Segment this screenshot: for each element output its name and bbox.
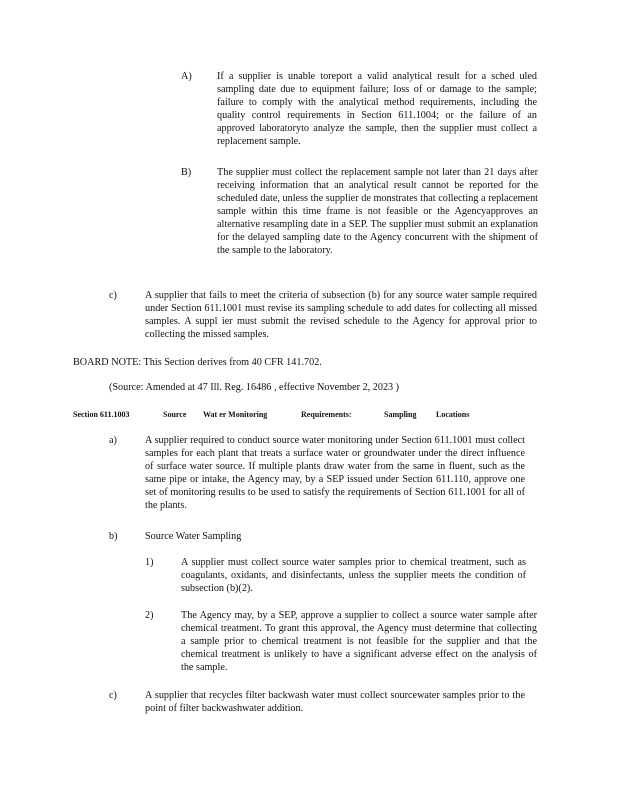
item-label-B: B)	[181, 167, 192, 178]
section-text-b2: The Agency may, by a SEP, approve a supplier to collect a source water sample after chemical treatment. To grant this approval, the Agency must determine that collecting a sample prior to chemical treatment is not feasible for the supplier and that the chemical treatment is unlikely to have a significant adverse effect on the analysis of the sample.	[181, 610, 537, 673]
section-title-word-3: Requirements:	[301, 410, 352, 419]
section-label-b: b)	[109, 531, 118, 542]
section-title-word-2: Wat er Monitoring	[203, 410, 268, 419]
board-note: BOARD NOTE: This Section derives from 40 CFR 141.702.	[73, 357, 322, 368]
item-text-A: If a supplier is unable toreport a valid analytical result for a sched uled sampling date due to equipment failure; loss of or damage to the sample; failure to comply with the analytical method requirements, including the quality control requirements in Section 611.1004; or the failure of an approved laboratoryto analyze the sample, then the supplier must collect a replacement sample.	[217, 71, 537, 147]
section-number: Section 611.1003	[73, 410, 130, 419]
item-text-c-first: A supplier that fails to meet the criteria of subsection (b) for any source water sample required under Section 611.1001 must revise its sampling schedule to add dates for collecting all missed samples. A suppl ier must submit the revised schedule to the Agency for approval prior to collecting the missed samples.	[145, 290, 537, 340]
section-text-b1: A supplier must collect source water samples prior to chemical treatment, such as coagulants, oxidants, and disinfectants, unless the supplier meets the condition of subsection (b)(2).	[181, 557, 526, 594]
item-label-A: A)	[181, 71, 192, 82]
section-label-b1: 1)	[145, 557, 154, 568]
section-title-word-4: Sampling	[384, 410, 417, 419]
section-title-word-5: Locations	[436, 410, 470, 419]
item-text-B: The supplier must collect the replacement sample not later than 21 days after receiving information that an analytical result cannot be reported for the scheduled date, unless the supplier de monstrates that collecting a replacement sample within this time frame is not feasible or the Agencyapproves an alternative resampling date in a SEP. The supplier must submit an explanation for the delayed sampling date to the Agency concurrent with the shipment of the sample to the laboratory.	[217, 167, 538, 256]
source-note: (Source: Amended at 47 Ill. Reg. 16486 , effective November 2, 2023 )	[109, 382, 400, 393]
section-label-c: c)	[109, 690, 117, 701]
section-text-a: A supplier required to conduct source water monitoring under Section 611.1001 must collect samples for each plant that treats a surface water or groundwater under the direct influence of surface water source. If multiple plants draw water from the same in fluent, such as the same pipe or intake, the Agency may, by a SEP issued under Section 611.110, approve one set of monitoring results to be used to satisfy the requirements of Section 611.1001 for all of the plants.	[145, 435, 525, 511]
section-title-word-1: Source	[163, 410, 187, 419]
item-label-c-first: c)	[109, 290, 117, 301]
section-text-c: A supplier that recycles filter backwash water must collect sourcewater samples prior to the point of filter backwashwater addition.	[145, 690, 525, 714]
section-label-b2: 2)	[145, 610, 154, 621]
section-text-b: Source Water Sampling	[145, 531, 242, 542]
section-label-a: a)	[109, 435, 117, 446]
